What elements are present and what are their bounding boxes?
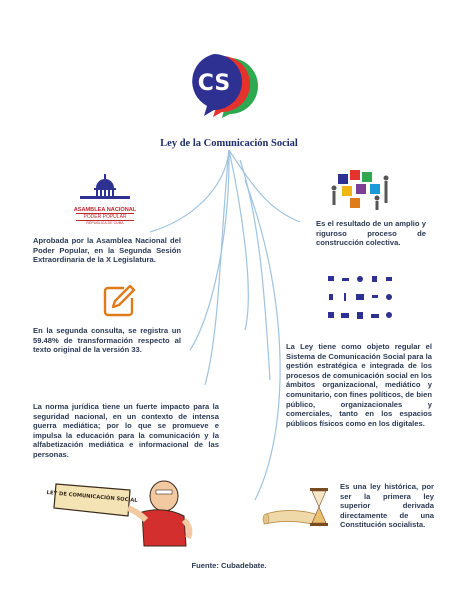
pencil-edit-icon bbox=[102, 284, 136, 318]
text-objeto: La Ley tiene como objeto regular el Sistema de Comunicación Social para la gestión estratégica e integrada de los procesos de comunicación social en los ámbitos organizacional, mediático y comunitario, con fines políticos, de bien público, organizacionales y comerciales, tanto en los espacios públicos físicos como en los digitales. bbox=[286, 342, 432, 428]
text-resultado: Es el resultado de un amplio y riguroso proceso de construcción colectiva. bbox=[316, 219, 426, 248]
source-credit: Fuente: Cubadebate. bbox=[191, 561, 267, 570]
capitol-icon bbox=[70, 172, 140, 202]
assembly-subtitle: PODER POPULAR bbox=[76, 213, 134, 221]
scroll-hourglass-illustration bbox=[262, 486, 338, 530]
assembly-name: ASAMBLEA NACIONAL bbox=[73, 207, 137, 213]
text-aprobada: Aprobada por la Asamblea Nacional del Poder Popular, en la Segunda Sesión Extraordinaria de la X Legislatura. bbox=[33, 236, 181, 265]
branch-aprobada bbox=[150, 150, 229, 232]
assembly-country: REPUBLICA DE CUBA bbox=[86, 221, 124, 226]
assembly-logo bbox=[70, 172, 140, 226]
branch-consulta bbox=[190, 150, 229, 350]
man-shirt bbox=[142, 510, 186, 546]
text-norma: La norma jurídica tiene un fuerte impacto para la seguridad nacional, en un contexto de intensa guerra mediática; por lo que se promueve e impulsa la educación para la comunicación y la alfabetización mediática e informacional de las personas. bbox=[33, 402, 219, 459]
man-with-sign-illustration bbox=[46, 478, 192, 550]
page-title: Ley de la Comunicación Social bbox=[160, 138, 298, 149]
man-head bbox=[150, 481, 178, 511]
branch-historica bbox=[245, 180, 280, 500]
logo-letters: CS bbox=[197, 71, 231, 96]
collective-construction-icon bbox=[330, 168, 394, 212]
text-historica: Es una ley histórica, por ser la primera ley superior derivada directamente de una Constitución socialista. bbox=[340, 482, 434, 530]
branch-objeto bbox=[240, 160, 270, 380]
text-consulta: En la segunda consulta, se registra un 59.48% de transformación respecto al texto original de la versión 33. bbox=[33, 326, 181, 355]
media-icons-grid bbox=[326, 274, 396, 322]
sign-text: LEY DE COMUNICACIÓN SOCIAL bbox=[46, 490, 138, 504]
hourglass-icon bbox=[310, 488, 328, 491]
